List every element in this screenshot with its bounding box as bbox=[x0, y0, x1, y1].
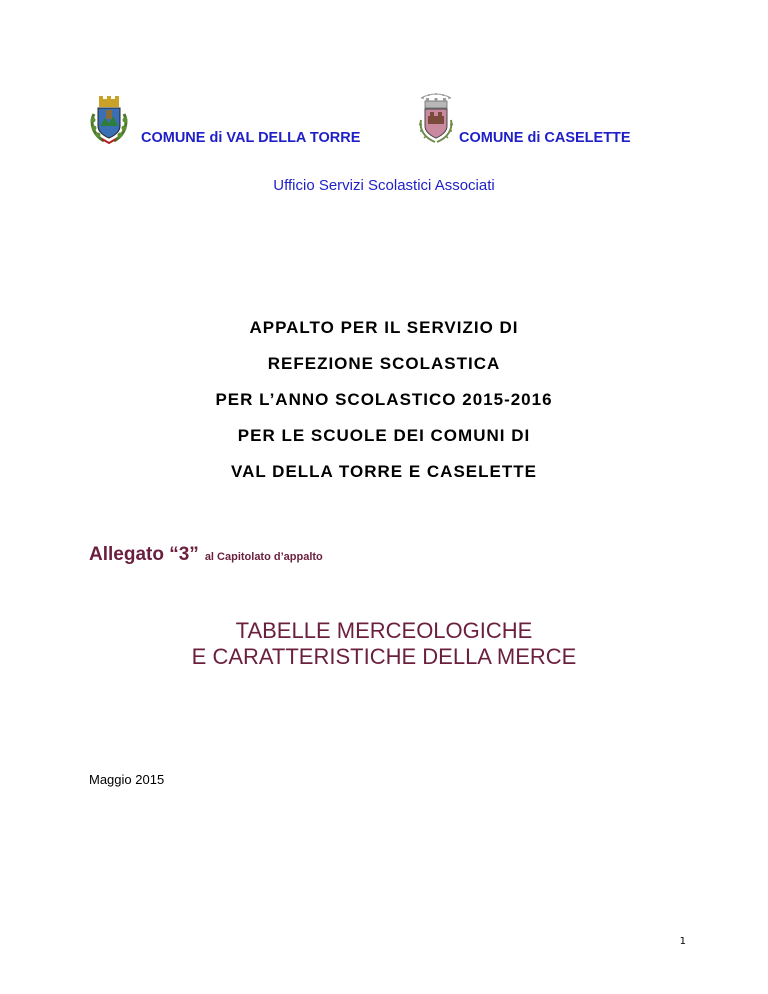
document-date: Maggio 2015 bbox=[89, 772, 165, 787]
subject-line: TABELLE MERCEOLOGICHE bbox=[235, 618, 533, 643]
document-title bbox=[0, 314, 768, 494]
title-line: PER LE SCUOLE DEI COMUNI DI bbox=[237, 426, 531, 445]
title-line: APPALTO PER IL SERVIZIO DI bbox=[249, 318, 519, 337]
allegato-number: Allegato “3” bbox=[89, 544, 199, 565]
allegato-reference: al Capitolato d’appalto bbox=[204, 551, 323, 563]
office-name: Ufficio Servizi Scolastici Associati bbox=[273, 177, 495, 194]
val-della-torre-crest-icon bbox=[88, 96, 130, 144]
left-comune-name: COMUNE di VAL DELLA TORRE bbox=[141, 130, 361, 146]
letterhead bbox=[0, 96, 768, 156]
allegato-label bbox=[89, 544, 323, 566]
subject-line: E CARATTERISTICHE DELLA MERCE bbox=[191, 644, 577, 669]
document-subject bbox=[0, 618, 768, 670]
title-line: PER L’ANNO SCOLASTICO 2015-2016 bbox=[215, 390, 553, 409]
page-number: 1 bbox=[679, 936, 686, 947]
title-line: REFEZIONE SCOLASTICA bbox=[267, 354, 501, 373]
caselette-crest-icon bbox=[413, 90, 459, 146]
title-line: VAL DELLA TORRE E CASELETTE bbox=[231, 462, 537, 481]
right-comune-name: COMUNE di CASELETTE bbox=[459, 130, 631, 146]
